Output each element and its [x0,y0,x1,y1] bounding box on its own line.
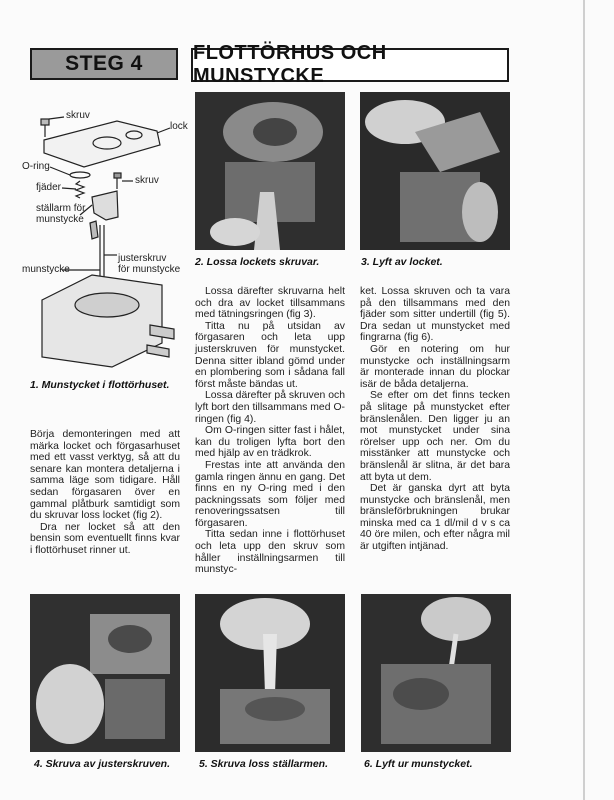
paragraph: Om O-ringen sitter fast i hålet, kan du troligen lyfta bort den med hjälp av en trädkrok. [195,425,345,460]
label-skruv-mid: skruv [135,175,159,186]
caption-fig5: 5. Skruva loss ställarmen. [199,758,328,770]
paragraph: Titta nu på utsidan av förgasaren och leta upp justerskruven för munstycket. Denna sitter ibland gömd under en plombering som i sådana fall först måste bändas ut. [195,320,345,390]
paragraph: ket. Lossa skruven och ta vara på den tillsammans med den fjäder som sitter undertill (fig 5). Dra sedan ut munstycket med fingrarna (fig 6). [360,286,510,344]
caption-fig3: 3. Lyft av locket. [361,256,443,268]
label-fjader: fjäder [36,182,62,193]
photo-fig3 [360,92,510,250]
paragraph: Frestas inte att använda den gamla ringen ännu en gang. Det finns en ny O-ring med i den packningssats som följer med renoveringssatsen till förgasaren. [195,459,345,529]
caption-fig4: 4. Skruva av justerskruven. [34,758,170,770]
label-o-ring: O-ring [22,161,50,172]
paragraph: Gör en notering om hur munstycke och inställningsarm är monterade innan du plockar isär de båda detaljerna. [360,343,510,390]
step-heading: STEG 4 [30,48,178,80]
label-justerskruv-2: för munstycke [118,264,181,275]
paragraph: Lossa därefter skruvarna helt och dra av locket tillsammans med tätningsringen (fig 3). [195,286,345,321]
label-skruv-top: skruv [66,110,90,121]
label-stallarm-1: ställarm för [36,203,86,214]
label-lock: lock [170,121,188,132]
photo-fig4 [30,594,180,752]
label-justerskruv-1: justerskruv [118,253,167,264]
caption-fig6: 6. Lyft ur munstycket. [364,758,473,770]
paragraph: Titta sedan inne i flottörhuset och leta upp den skruv som håller inställningsarmen till munstyc- [195,529,345,576]
paragraph: Se efter om det finns tecken på slitage på munstycket efter bränslenålen. Den ligger ju an mot munstycket under sina rörelser upp och ner. Om du misstänker att munstycke och bränslenål är slitna, är det bara att byta ut dem. [360,390,510,483]
paragraph: Lossa därefter på skruven och lyft bort den tillsammans med O-ringen (fig 4). [195,390,345,425]
paragraph: Dra ner locket så att den bensin som eventuellt finns kvar i flottörhuset rinner ut. [30,521,180,556]
photo-fig2 [195,92,345,250]
label-stallarm-2: munstycke [36,214,84,225]
page-edge [583,0,585,800]
paragraph: Det är ganska dyrt att byta munstycke och bränslenål, men bränsleförbrukningen brukar minska med ca 1 dl/mil d v s ca 40 öre milen, och efter några mil är utgiften intjänad. [360,483,510,553]
text-column-2 [195,286,345,576]
caption-fig2: 2. Lossa lockets skruvar. [195,256,320,268]
text-column-1 [30,429,180,557]
paragraph: Börja demonteringen med att märka locket och förgasarhuset med ett vasst verktyg, så att du senare kan montera detaljerna i samma läge som tidigare. Håll sedan förgasaren över en gammal plåtburk samtidigt som du skruvar loss locket (fig 2). [30,429,180,522]
label-munstycke: munstycke [22,264,70,275]
photo-fig5 [195,594,345,752]
photo-fig6 [361,594,511,752]
section-title: FLOTTÖRHUS OCH MUNSTYCKE [191,48,509,82]
exploded-diagram [22,105,182,373]
caption-fig1: 1. Munstycket i flottörhuset. [30,379,170,391]
text-column-3 [360,286,510,553]
